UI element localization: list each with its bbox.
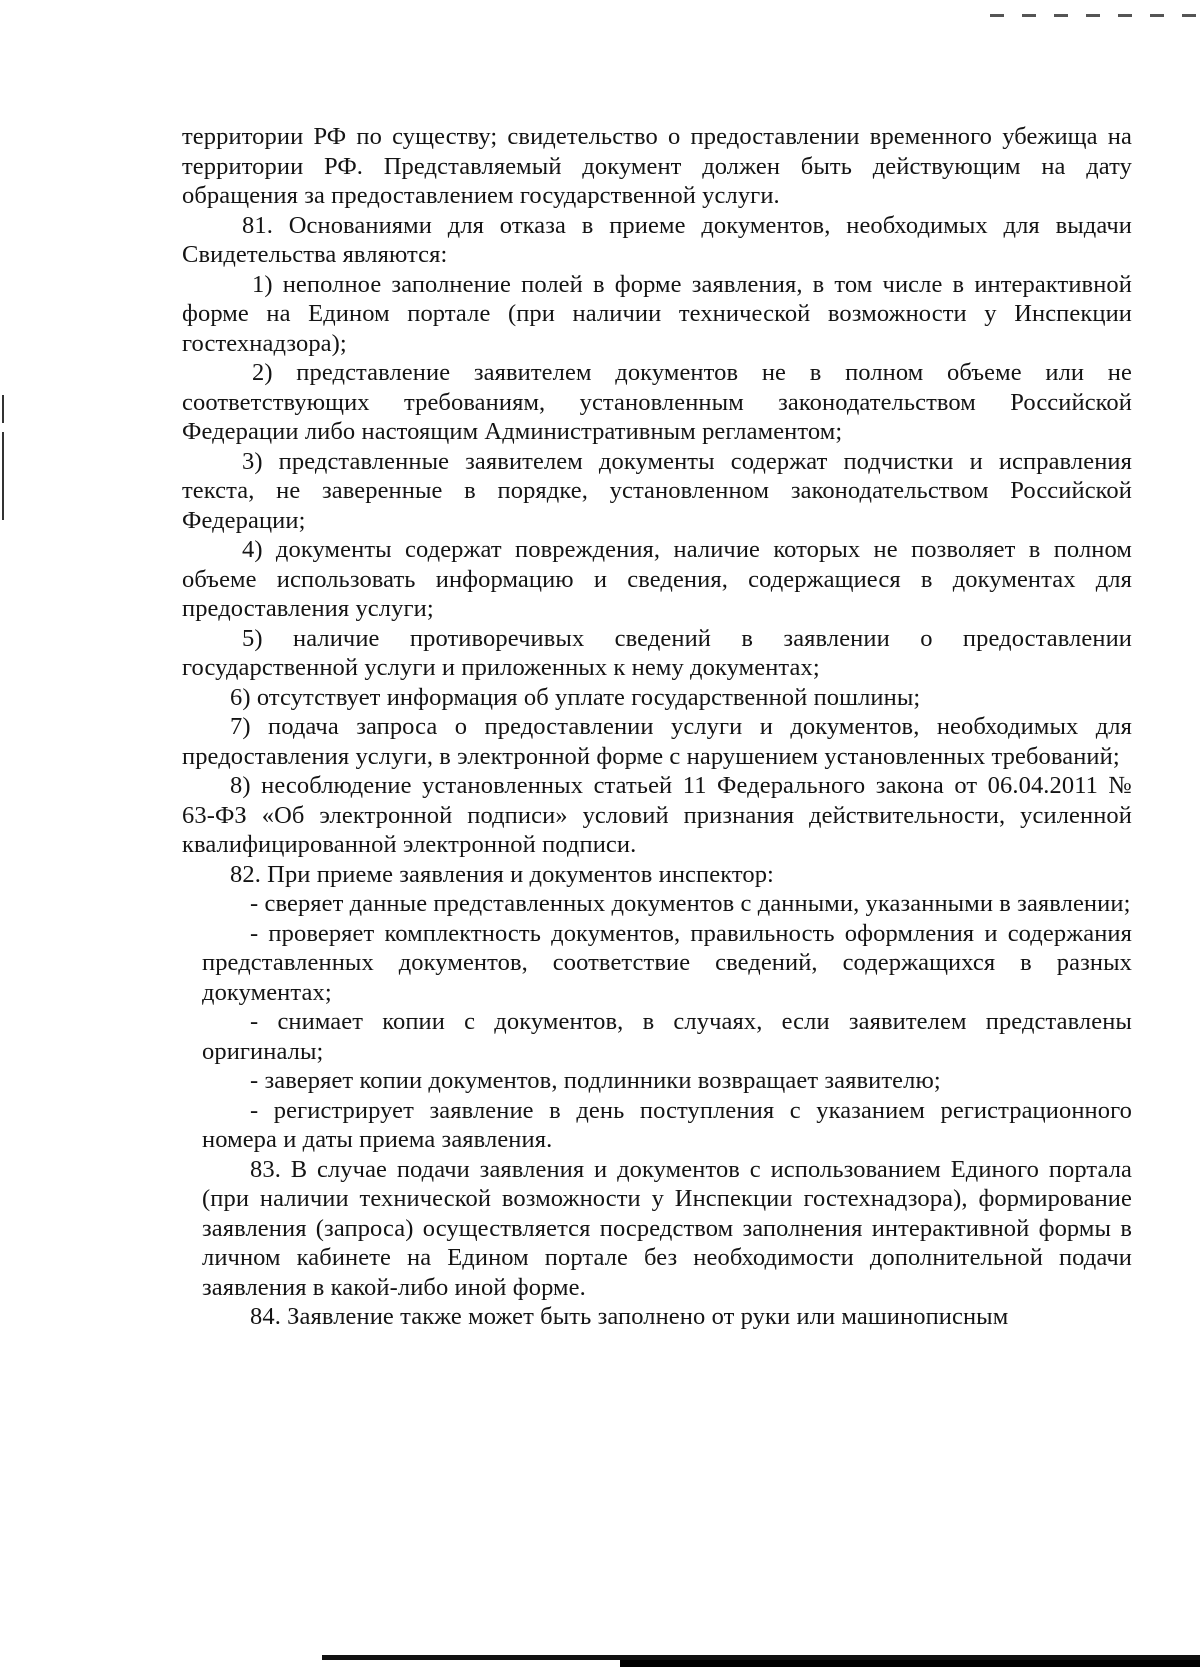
list-item-6: 6) отсутствует информация об уплате государственной пошлины; <box>230 683 921 711</box>
scan-artifact-margin-line <box>2 395 4 423</box>
list-item-4: 4) документы содержат повреждения, наличие которых не позволяет в полном объеме использовать информацию и сведения, содержащиеся в документах для предоставления услуги; <box>182 536 1132 622</box>
list-item-1: 1) неполное заполнение полей в форме заявления, в том числе в интерактивной форме на Едином портале (при наличии технической возможности у Инспекции гостехнадзора); <box>182 270 1132 357</box>
paragraph-82: 82. При приеме заявления и документов инспектор: <box>230 860 774 888</box>
list-item-2: 2) представление заявителем документов не в полном объеме или не соответствующих требованиям, установленным законодательством Российской Федерации либо настоящим Административным регламентом; <box>182 359 1132 445</box>
dash-item-1: - сверяет данные представленных документов с данными, указанными в заявлении; <box>250 890 1131 917</box>
document-page <box>182 122 1132 1332</box>
scan-artifact-top-dashes <box>990 14 1200 17</box>
paragraph-83: 83. В случае подачи заявления и документов с использованием Единого портала (при наличии технической возможности у Инспекции гостехнадзора), формирование заявления (запроса) осуществляется посредством заполнения интерактивной формы в личном кабинете на Едином портале без необходимости дополнительной подачи заявления в какой-либо иной форме. <box>202 1155 1132 1301</box>
list-item-8: 8) несоблюдение установленных статьей 11 Федерального закона от 06.04.2011 № 63-ФЗ «Об электронной подписи» условий признания действительности, усиленной квалифицированной электронной подписи. <box>182 772 1132 858</box>
scan-artifact-margin-line <box>2 432 4 520</box>
dash-item-5: - регистрирует заявление в день поступления с указанием регистрационного номера и даты приема заявления. <box>202 1096 1132 1153</box>
list-item-7: 7) подача запроса о предоставлении услуги и документов, необходимых для предоставления услуги, в электронной форме с нарушением установленных требований; <box>182 713 1132 770</box>
dash-item-2: - проверяет комплектность документов, правильность оформления и содержания представленных документов, соответствие сведений, содержащихся в разных документах; <box>202 919 1132 1006</box>
list-item-3: 3) представленные заявителем документы содержат подчистки и исправления текста, не заверенные в порядке, установленном законодательством Российской Федерации; <box>182 447 1132 534</box>
paragraph-continuation: территории РФ по существу; свидетельство о предоставлении временного убежища на территории РФ. Представляемый документ должен быть действующим на дату обращения за предоставлением государственной услуги. <box>182 123 1132 209</box>
paragraph-81: 81. Основаниями для отказа в приеме документов, необходимых для выдачи Свидетельства являются: <box>182 211 1132 268</box>
list-item-5: 5) наличие противоречивых сведений в заявлении о предоставлении государственной услуги и приложенных к нему документах; <box>182 624 1132 681</box>
paragraph-84: 84. Заявление также может быть заполнено от руки или машинописным <box>250 1303 1009 1330</box>
scan-artifact-bottom-bar <box>620 1660 1200 1667</box>
dash-item-3: - снимает копии с документов, в случаях, если заявителем представлены оригиналы; <box>202 1008 1132 1065</box>
dash-item-4: - заверяет копии документов, подлинники возвращает заявителю; <box>250 1067 941 1094</box>
